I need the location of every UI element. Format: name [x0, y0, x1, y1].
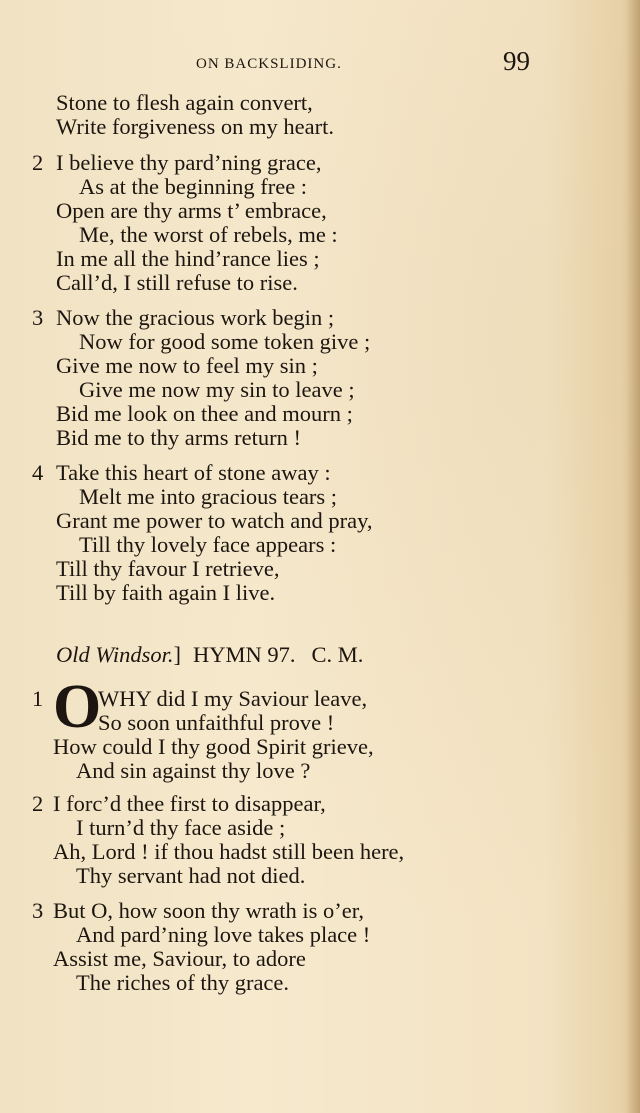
verse-line: Now the gracious work begin ;	[56, 305, 335, 330]
verse-line: Give me now my sin to leave ;	[79, 377, 355, 402]
verse-line: Take this heart of stone away :	[56, 460, 331, 485]
verse-line: As at the beginning free :	[79, 174, 308, 199]
verse-line: Till thy favour I retrieve,	[56, 556, 280, 581]
verse-number: 2	[32, 791, 44, 816]
verse-number: 3	[32, 898, 44, 923]
verse-line: Now for good some token give ;	[79, 329, 371, 354]
verse-line: Ah, Lord ! if thou hadst still been here,	[53, 839, 405, 864]
verse-line: Bid me look on thee and mourn ;	[56, 401, 353, 426]
verse-line: WHY did I my Saviour leave,	[98, 686, 368, 711]
verse-line: The riches of thy grace.	[76, 970, 290, 995]
verse-line: Write forgiveness on my heart.	[56, 114, 334, 139]
verse-line: Open are thy arms t’ embrace,	[56, 198, 327, 223]
verse-line: So soon unfaithful prove !	[98, 710, 335, 735]
verse-line: Thy servant had not died.	[76, 863, 306, 888]
verse-line: Assist me, Saviour, to adore	[53, 946, 306, 971]
verse-number: 1	[32, 686, 44, 711]
verse-line: How could I thy good Spirit grieve,	[53, 734, 374, 759]
verse-line: Till by faith again I live.	[56, 580, 276, 605]
verse-line: Grant me power to watch and pray,	[56, 508, 373, 533]
verse-line: In me all the hind’rance lies ;	[56, 246, 320, 271]
verse-line: I believe thy pard’ning grace,	[56, 150, 322, 175]
verse-line: Till thy lovely face appears :	[79, 532, 337, 557]
verse-line: And pard’ning love takes place !	[76, 922, 371, 947]
hymn-title: HYMN 97.	[193, 642, 296, 667]
drop-cap: O	[53, 673, 102, 741]
page-edge-shadow	[626, 0, 640, 1113]
verse-line: Bid me to thy arms return !	[56, 425, 301, 450]
verse-line: Give me now to feel my sin ;	[56, 353, 318, 378]
verse-line: Me, the worst of rebels, me :	[79, 222, 338, 247]
running-head: ON BACKSLIDING.	[196, 56, 342, 72]
page-number: 99	[503, 46, 530, 76]
verse-number: 2	[32, 150, 44, 175]
verse-line: But O, how soon thy wrath is o’er,	[53, 898, 364, 923]
verse-line: Melt me into gracious tears ;	[79, 484, 338, 509]
tune-bracket: ]	[173, 642, 182, 667]
verse-line: Call’d, I still refuse to rise.	[56, 270, 298, 295]
verse-number: 4	[32, 460, 44, 485]
verse-line: I forc’d thee first to disappear,	[53, 791, 326, 816]
hymn-heading	[56, 643, 363, 667]
hymn-meter: C. M.	[311, 642, 364, 667]
verse-number: 3	[32, 305, 44, 330]
tune-name: Old Windsor.	[56, 642, 174, 667]
verse-line: Stone to flesh again convert,	[56, 90, 313, 115]
verse-line: I turn’d thy face aside ;	[76, 815, 286, 840]
verse-line: And sin against thy love ?	[76, 758, 311, 783]
